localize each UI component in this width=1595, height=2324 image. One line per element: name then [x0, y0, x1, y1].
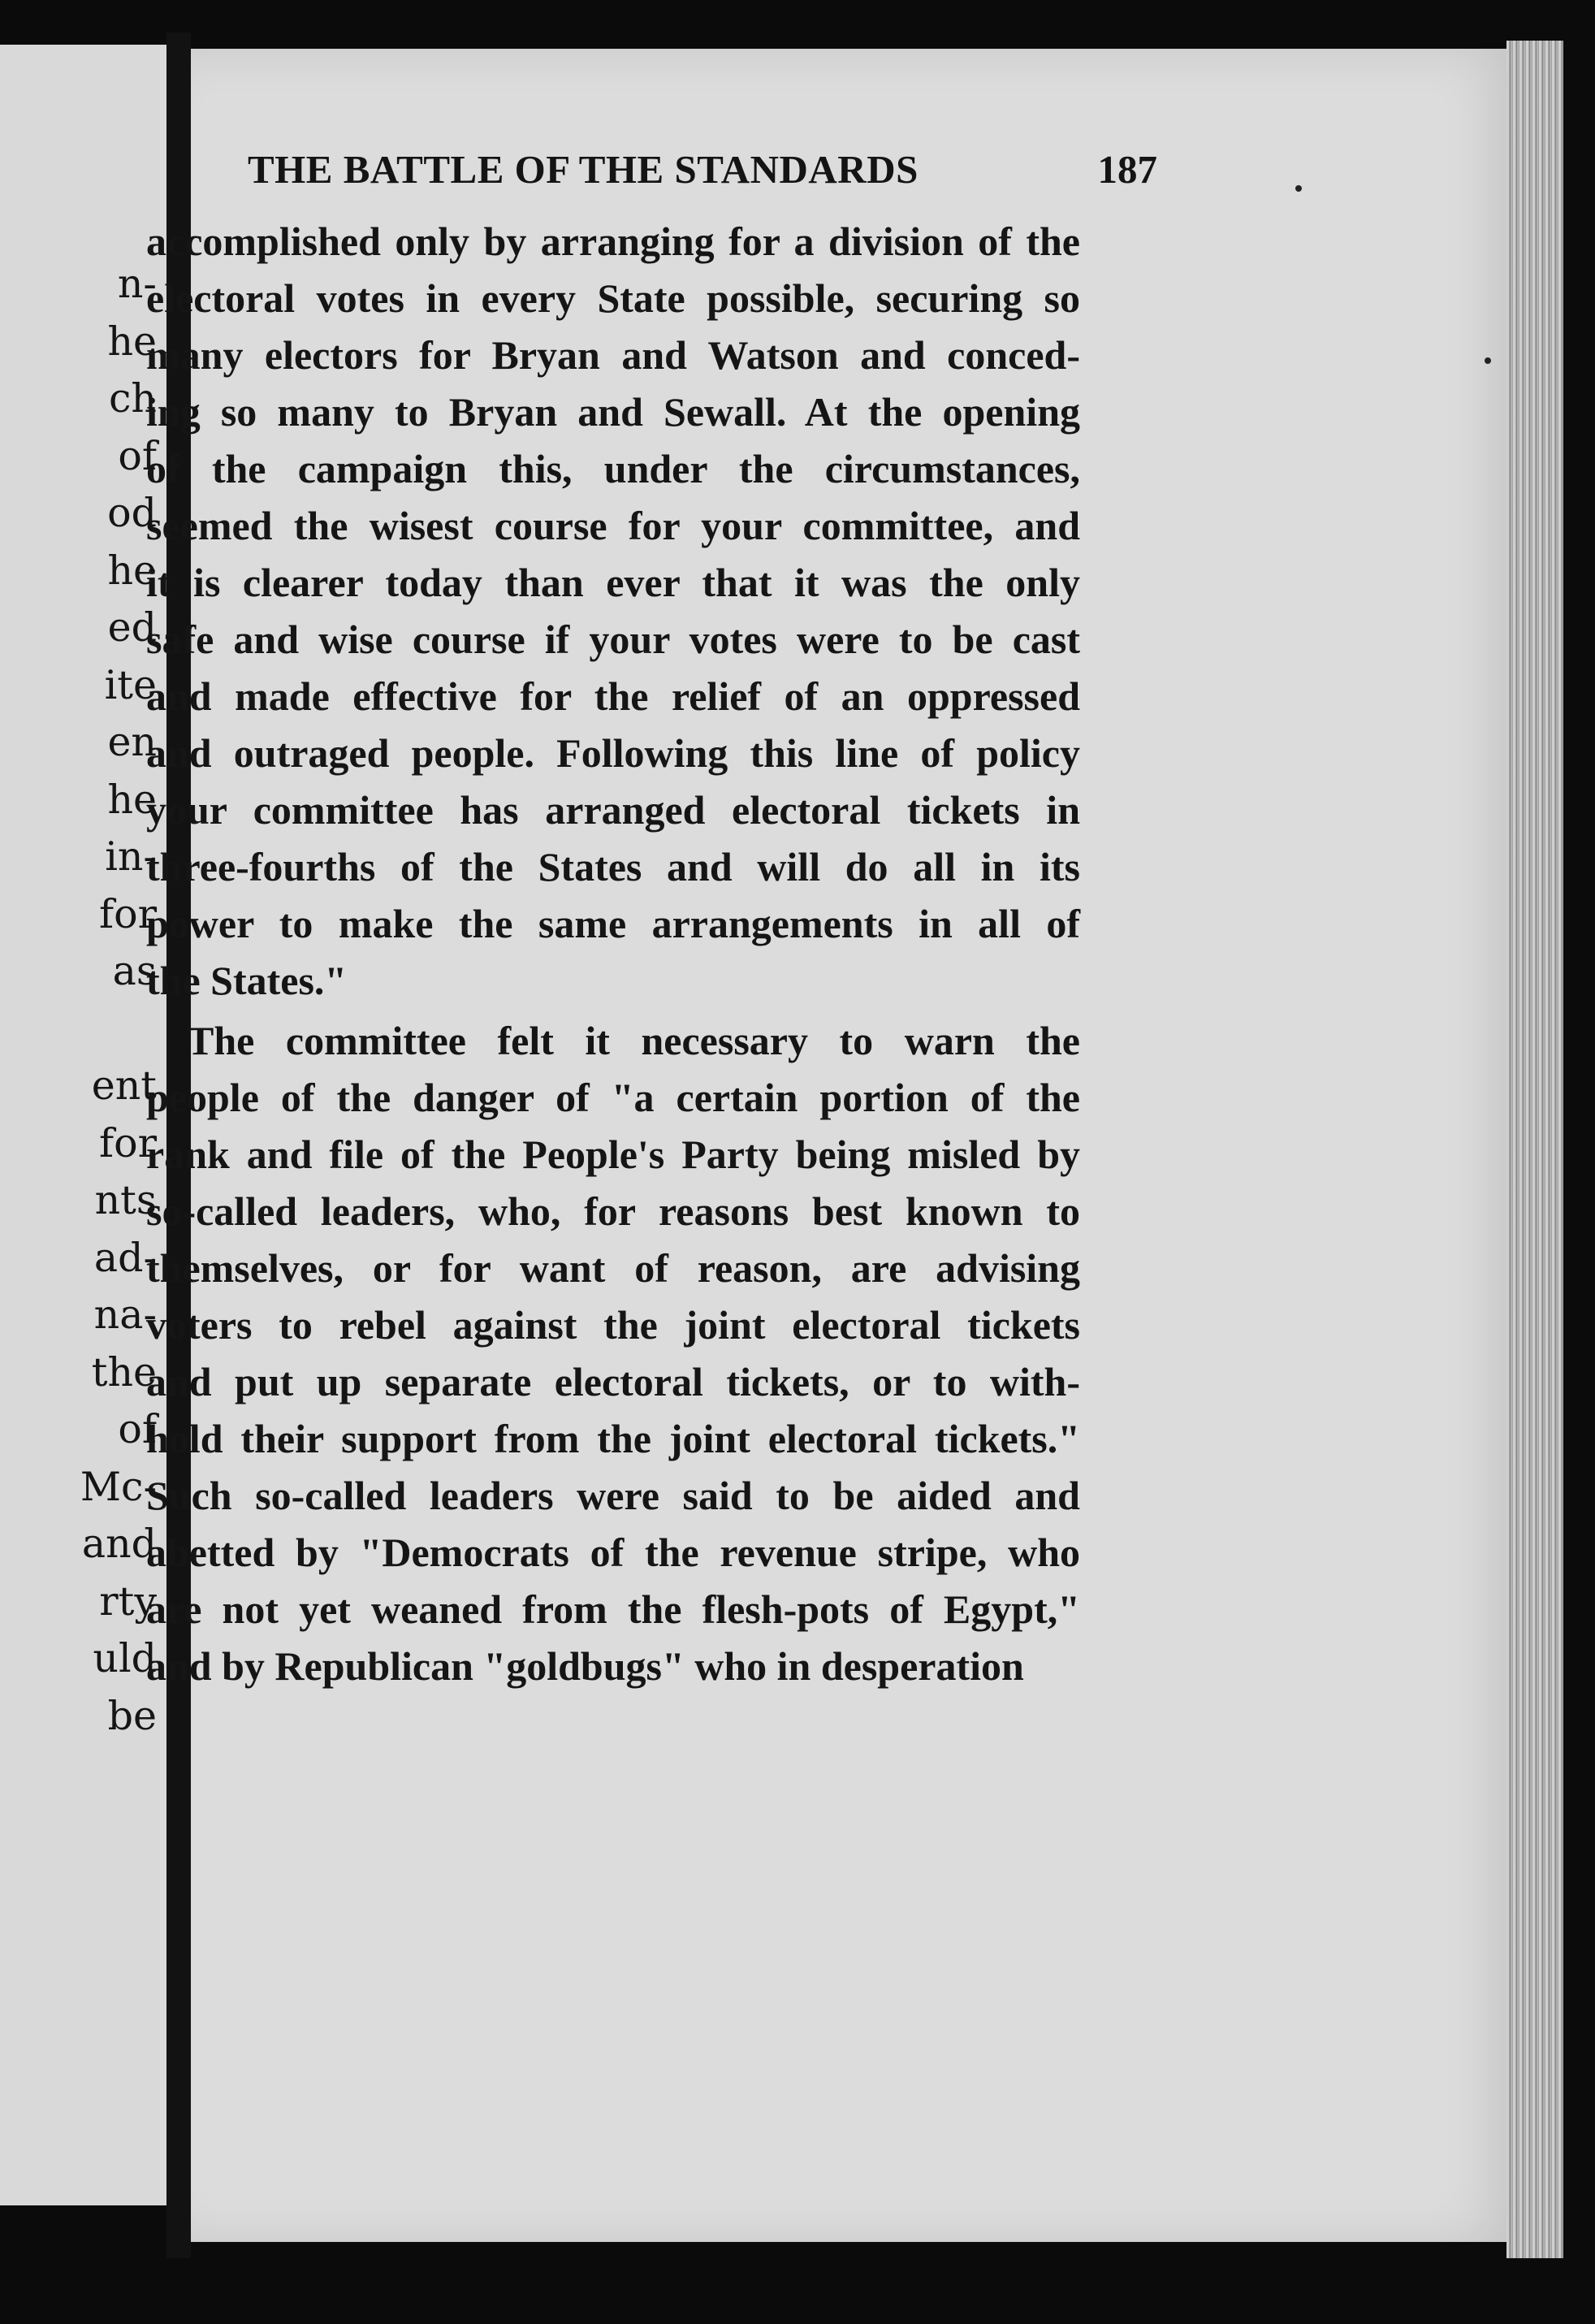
left-page-fragment: of [118, 432, 157, 479]
left-page-fragment: as [112, 948, 157, 994]
left-page-fragment: in- [105, 833, 157, 880]
left-page-fragment: Mc- [80, 1463, 157, 1510]
text-line: people of the danger of "a certain portion of the [146, 1075, 1080, 1120]
left-page-fragment: nts [94, 1177, 157, 1223]
left-page-fragment: na- [93, 1292, 157, 1338]
left-page-fragment: the [91, 1348, 157, 1396]
left-page-fragment: ch [108, 375, 157, 422]
text-line: three-fourths of the States and will do all in its [146, 844, 1080, 889]
left-page-fragment: he [107, 547, 157, 594]
text-line: and put up separate electoral tickets, or to with- [146, 1359, 1080, 1404]
text-line: rank and file of the People's Party being misled by [146, 1132, 1080, 1177]
scan-border [1563, 32, 1595, 2274]
left-page-fragment: and [81, 1521, 157, 1567]
text-line: ing so many to Bryan and Sewall. At the opening [146, 389, 1080, 435]
left-page-fragment: rty [99, 1577, 157, 1625]
text-line: Such so-called leaders were said to be aided and [146, 1473, 1080, 1518]
left-page-fragment: he [107, 318, 157, 365]
left-page-fragment: ent [91, 1062, 157, 1109]
text-line: and outraged people. Following this line of policy [146, 730, 1080, 776]
paragraph [146, 1012, 1080, 1694]
text-line: accomplished only by arranging for a division of the [146, 219, 1080, 264]
running-head [248, 146, 1157, 193]
text-line: many electors for Bryan and Watson and conced- [146, 332, 1080, 378]
text-line: seemed the wisest course for your committee, and [146, 503, 1080, 548]
left-page-fragment: for [98, 1119, 157, 1166]
left-page-fragment: n- [117, 261, 157, 307]
left-page-fragment: od [107, 490, 157, 536]
left-page-fragment: en [107, 719, 157, 765]
text-line: themselves, or for want of reason, are advising [146, 1245, 1080, 1291]
text-line: your committee has arranged electoral tickets in [146, 787, 1080, 833]
paragraph [146, 213, 1080, 1009]
left-page-fragment: of [118, 1406, 157, 1452]
text-line: abetted by "Democrats of the revenue stripe, who [146, 1530, 1080, 1575]
text-line: power to make the same arrangements in all of [146, 901, 1080, 946]
text-line: are not yet weaned from the flesh-pots of Egypt," [146, 1586, 1080, 1632]
text-line: voters to rebel against the joint electoral tickets [146, 1302, 1080, 1348]
left-page-fragment: be [107, 1692, 157, 1739]
page-edges [1506, 41, 1563, 2258]
left-page-fragment: ad- [93, 1234, 157, 1281]
left-facing-page [0, 45, 166, 2205]
left-page-fragment: for [98, 890, 157, 937]
left-page-fragment: ite [104, 661, 157, 708]
text-line: it is clearer today than ever that it was the only [146, 560, 1080, 605]
text-line: and by Republican "goldbugs" who in desperation [146, 1643, 1024, 1689]
page-number: 187 [1097, 147, 1157, 192]
left-page-fragment: uld [93, 1635, 157, 1681]
text-line: of the campaign this, under the circumstances, [146, 446, 1080, 491]
print-speck [1295, 185, 1302, 192]
body-text [146, 213, 1080, 1694]
print-speck [1485, 357, 1491, 364]
text-line: and made effective for the relief of an oppressed [146, 673, 1080, 719]
text-line: so-called leaders, who, for reasons best known to [146, 1188, 1080, 1234]
left-page-fragment: he [107, 776, 157, 823]
text-line: safe and wise course if your votes were to be cast [146, 617, 1080, 662]
text-line: the States." [146, 958, 348, 1003]
text-line: hold their support from the joint electoral tickets." [146, 1416, 1080, 1461]
running-head-title: THE BATTLE OF THE STANDARDS [248, 147, 919, 192]
text-line: The committee felt it necessary to warn the [187, 1018, 1080, 1063]
text-line: electoral votes in every State possible, securing so [146, 275, 1080, 321]
left-page-fragment: ed [107, 604, 157, 651]
